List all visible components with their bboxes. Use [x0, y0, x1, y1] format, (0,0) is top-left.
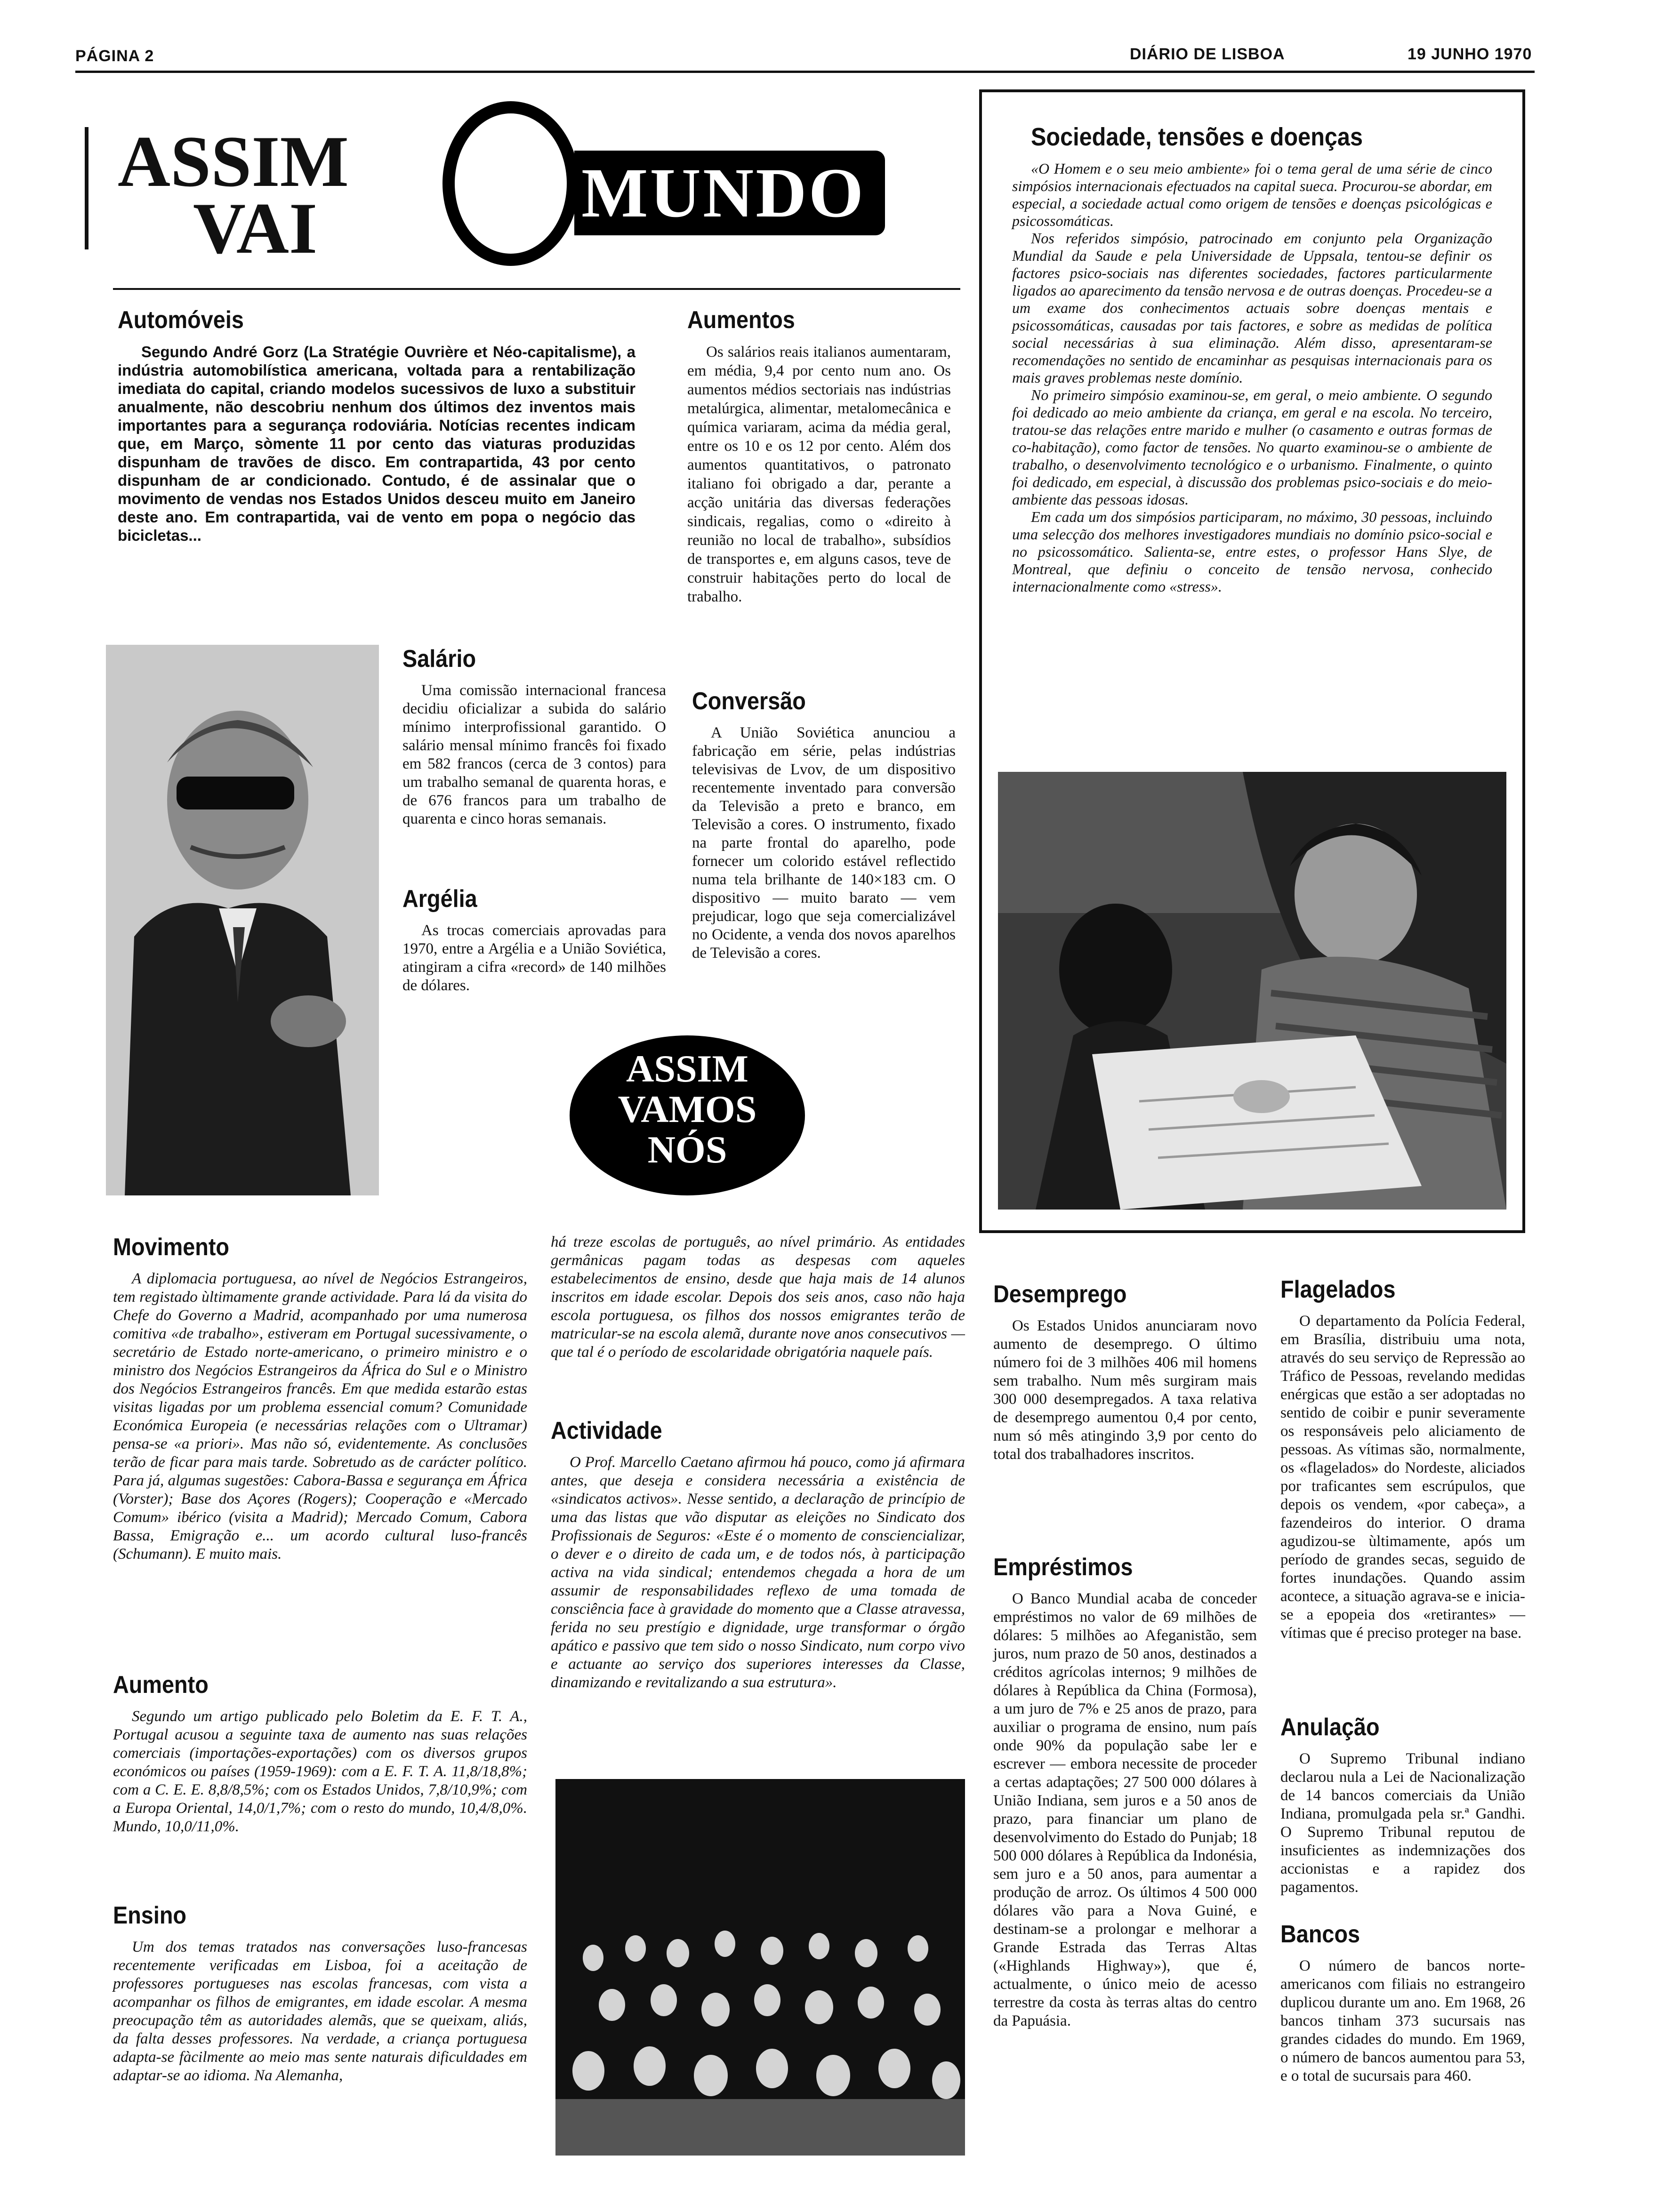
sociedade-p3: No primeiro simpósio examinou-se, em geral, o meio ambiente. O segundo foi dedicado ao meio ambiente da criança, em geral e na escola. No terceiro, tratou-se das relações entre marido e mulher (o casamento e outras formas de co-habitação), como factor de tensões. No quarto examinou-se o ambiente de trabalho, o desenvolvimento tecnológico e o urbanismo. Finalmente, o quinto foi dedicado, em especial, à discussão dos problemas psico-sociais e do meio-ambiente das pessoas idosas.	[1012, 386, 1492, 508]
badge-line1: ASSIM	[626, 1047, 748, 1090]
article-ensino	[113, 1901, 527, 2085]
article-argelia	[402, 885, 666, 995]
body-conversao: A União Soviética anunciou a fabricação em série, pelas indústrias televisivas de Lvov, de um dispositivo recentemente inventado para conversão da Televisão a preto e branco, em Televisão a cores. O instrumento, fixado na parte frontal do aparelho, pode fornecer um colorido estável reflectido numa tela brilhante de 140×183 cm. O dispositivo — muito barato — vem prejudicar, logo que seja comercializável no Ocidente, a venda dos novos aparelhos de Televisão a cores.	[692, 724, 956, 962]
article-automoveis	[118, 306, 635, 545]
headline-actividade: Actividade	[551, 1417, 662, 1444]
study-illustration	[998, 772, 1506, 1210]
body-bancos: O número de bancos norte-americanos com filiais no estrangeiro duplicou durante um ano. Em 1968, 26 bancos tinham 373 sucursais nas grandes cidades do mundo. Em 1969, o número de bancos aumentou para 53, e o total de sucursais para 460.	[1280, 1957, 1525, 2084]
sociedade-p2: Nos referidos simpósio, patrocinado em conjunto pela Organização Mundial da Saude e pela Universidade de Uppsala, tentou-se definir os factores psico-sociais nas diferentes sociedades, factores particularmente ligados ao aparecimento da tensão nervosa e de outras doenças. Procedeu-se a um exame dos conhecimentos actuais sobre doenças mentais e psicossomáticas, causadas por tais factores, e sobre as medidas de política social necessárias à sua eliminação. Além disso, apresentaram-se recomendações no sentido de encaminhar as pesquisas internacionais para os mais graves problemas neste domínio.	[1012, 230, 1492, 386]
banner-assim: ASSIM	[118, 121, 349, 202]
newspaper-name: DIÁRIO DE LISBOA	[1130, 45, 1285, 63]
headline-ensino: Ensino	[113, 1902, 187, 1929]
section-banner	[75, 89, 970, 297]
article-aumentos	[687, 306, 951, 606]
page-number: PÁGINA 2	[75, 47, 154, 65]
headline-movimento: Movimento	[113, 1234, 230, 1261]
article-aumento	[113, 1671, 527, 1836]
badge-line2: VAMOS	[618, 1088, 757, 1130]
body-automoveis: Segundo André Gorz (La Stratégie Ouvrière et Néo-capitalisme), a indústria automobilística americana, voltada para a rentabilização imediata do capital, criando modelos sucessivos de luxo a substituir anualmente, não descobriu nenhum dos últimos dez inventos mais importantes para a segurança rodoviária. Notícias recentes indicam que, em Março, sòmente 11 por cento das viaturas produzidas dispunham de travões de disco. Em contrapartida, 43 por cento dispunham de ar condicionado. Contudo, é de assinalar que o movimento de vendas nos Estados Unidos desceu muito em Janeiro deste ano. Em contrapartida, vai de vento em popa o negócio das bicicletas...	[118, 343, 635, 544]
portrait-photo	[106, 645, 379, 1195]
headline-aumentos: Aumentos	[687, 306, 795, 334]
portrait-illustration	[106, 645, 379, 1195]
banner-vai: VAI	[193, 188, 318, 269]
body-emprestimos: O Banco Mundial acaba de conceder empréstimos no valor de 69 milhões de dólares: 5 milhões ao Afeganistão, sem juros, num prazo de 50 anos, destinados a créditos agrícolas internos; 9 milhões de dólares à República da China (Formosa), a um juro de 7% e 25 anos de prazo, para auxiliar o programa de ensino, num país onde 90% da população sabe ler e escrever — embora necessite de proceder a certas adaptações; 27 500 000 dólares à União Indiana, sem juros e a 50 anos de prazo, para financiar um plano de desenvolvimento do Estado do Punjab; 18 500 000 dólares à República da Indonésia, sem juro e a 50 anos, para aumentar a produção de arroz. Os últimos 4 500 000 dólares vão para a Nova Guiné, e destinam-se a prolongar e melhorar a Grande Estrada das Terras Altas («Highlands Highway»), que é, actualmente, o único meio de acesso terrestre da costa às terras altas do centro da Papuásia.	[993, 1590, 1257, 2029]
headline-conversao: Conversão	[692, 688, 806, 715]
headline-aumento: Aumento	[113, 1671, 209, 1699]
article-movimento	[113, 1233, 527, 1563]
banner-mundo: MUNDO	[581, 154, 866, 232]
article-flagelados	[1280, 1275, 1525, 1643]
headline-desemprego: Desemprego	[993, 1281, 1127, 1308]
masthead-rule	[75, 71, 1535, 73]
section-badge	[570, 1035, 805, 1195]
article-conversao	[692, 687, 956, 962]
body-ensino: Um dos temas tratados nas conversações luso-francesas recentemente verificadas em Lisboa, foi a aceitação de professores portugueses nas escolas francesas, com vista a acompanhar os filhos de emigrantes, em idade escolar. A mesma preocupação têm as autoridades alemãs, que se queixam, aliás, da falta desses professores. Na verdade, a criança portuguesa adapta-se fàcilmente ao meio mas sente naturais dificuldades em adaptar-se ao idioma. Na Alemanha,	[113, 1939, 527, 2084]
crowd-illustration	[555, 1779, 965, 2156]
body-aumento: Segundo um artigo publicado pelo Boletim da E. F. T. A., Portugal acusou a seguinte taxa de aumento nas suas relações comerciais (importações-exportações) com os diversos grupos económicos ou países (1959-1969): com a E. F. T. A. 11,8/18,8%; com a C. E. E. 8,8/8,5%; com os Estados Unidos, 7,8/10,9%; com a Europa Oriental, 14,0/1,7%; com o resto do mundo, 10,4/8,0%. Mundo, 10,0/11,0%.	[113, 1708, 527, 1835]
body-aumentos: Os salários reais italianos aumentaram, em média, 9,4 por cento num ano. Os aumentos médios sectoriais nas indústrias metalúrgica, alimentar, metalomecânica e química variaram, acima da média geral, entre os 10 e os 12 por cento. Além dos aumentos quantitativos, o patronato italiano foi obrigado a dar, perante a acção unitária das diversas federações sindicais, regalias, como o «direito à reunião no local de trabalho», subsídios de transportes e, em alguns casos, teve de construir habitações perto do local de trabalho.	[687, 344, 951, 605]
body-movimento: A diplomacia portuguesa, ao nível de Negócios Estrangeiros, tem registado ùltimamente grande actividade. Para lá da visita do Chefe do Governo a Madrid, acompanhado por uma numerosa comitiva «de trabalho», estiveram em Portugal sucessivamente, o secretário de Estado norte-americano, o primeiro ministro e o ministro dos Negócios Estrangeiros da África do Sul e o Ministro dos Negócios Estrangeiros francês. Em que medida estarão estas visitas ligadas por um problema essencial comum? Comunidade Económica Europeia (e necessárias relações com o Ultramar) pensa-se «a priori». Mas não só, evidentemente. As conclusões terão de ficar para mais tarde. Sobretudo as de carácter político. Para já, algumas sugestões: Cabora-Bassa e segurança em África (Vorster); Base dos Açores (Rogers); Cooperação e «Mercado Comum» ibérico (visita a Madrid); Mercado Comum, Cabora Bassa, Emigração e... um acordo cultural luso-francês (Schumann). E muito mais.	[113, 1270, 527, 1563]
headline-flagelados: Flagelados	[1280, 1276, 1396, 1303]
headline-anulacao: Anulação	[1280, 1714, 1380, 1741]
body-flagelados: O departamento da Polícia Federal, em Brasília, distribuiu uma nota, através do seu serviço de Repressão ao Tráfico de Pessoas, revelando medidas enérgicas que estão a ser adoptadas no sentido de coibir e punir severamente os responsáveis pelo aliciamento de pessoas. As vítimas são, normalmente, os «flagelados» do Nordeste, aliciados por traficantes sem escrúpulos, que depois os vendem, «por cabeça», a fazendeiros do interior. O drama agudizou-se ùltimamente, após um período de grandes secas, seguido de fortes inundações. Quando assim acontece, a situação agrava-se e inicia-se a epopeia dos «retirantes» — vítimas que é preciso proteger na base.	[1280, 1313, 1525, 1642]
body-desemprego: Os Estados Unidos anunciaram novo aumento de desemprego. O último número foi de 3 milhões 406 mil homens sem trabalho. Num mês surgiram mais 300 000 desempregados. A taxa relativa de desemprego aumentou 0,4 por cento, num só mês atingindo 3,9 por cento do total dos trabalhadores inscritos.	[993, 1317, 1257, 1463]
banner-left-mark	[85, 127, 88, 249]
issue-date: 19 JUNHO 1970	[1408, 45, 1532, 63]
headline-automoveis: Automóveis	[118, 306, 244, 334]
sociedade-p1: «O Homem e o seu meio ambiente» foi o tema geral de uma série de cinco simpósios internacionais efectuados na capital sueca. Procurou-se abordar, em especial, a sociedade actual como origem de tensões e doenças psicológicas e psicossomáticas.	[1012, 160, 1492, 229]
banner-rule	[113, 288, 960, 290]
headline-salario: Salário	[402, 645, 476, 673]
article-emprestimos	[993, 1553, 1257, 2030]
crowd-photo	[555, 1779, 965, 2156]
headline-sociedade: Sociedade, tensões e doenças	[1031, 123, 1363, 151]
article-anulacao	[1280, 1713, 1525, 1897]
body-actividade: O Prof. Marcello Caetano afirmou há pouco, como já afirmara antes, que deseja e considera necessária a existência de «sindicatos activos». Nesse sentido, a declaração de princípio de uma das listas que vão disputar as eleições no Sindicato dos Profissionais de Seguros: «Este é o momento de consciencializar, o dever e o direito de cada um, e de todos nós, à participação activa na vida sindical; entendemos chegada a hora de um assumir de responsabilidades reflexo de uma tomada de consciência face à gravidade do momento que a Classe atravessa, ferida no seu prestígio e dignidade, urge transformar o órgão apático e passivo que tem sido o nosso Sindicato, num corpo vivo e actuante ao serviço dos superiores interesses da Classe, dinamizando e revitalizando a sua estrutura».	[551, 1454, 965, 1691]
article-ensino-continued	[551, 1233, 965, 1362]
banner-o-ring	[442, 101, 579, 266]
body-ensino-continued: há treze escolas de português, ao nível primário. As entidades germânicas pagam todas as despesas com aqueles estabelecimentos de ensino, desde que haja mais de 14 alunos inscritos em idade escolar. Depois dos seis anos, caso não haja escola portuguesa, os filhos dos nossos emigrantes terão de matricular-se na escola alemã, durante nove anos consecutivos — que tal é o período de escolaridade obrigatória naquele país.	[551, 1234, 965, 1361]
sociedade-p4: Em cada um dos simpósios participaram, no máximo, 30 pessoas, incluindo uma selecção dos melhores investigadores mundiais no domínio psico-social e no psicossomático. Salienta-se, entre estes, o professor Hans Slye, de Montreal, que definiu o conceito de tensão nervosa, conhecido internacionalmente como «stress».	[1012, 508, 1492, 595]
headline-bancos: Bancos	[1280, 1921, 1360, 1948]
badge-line3: NÓS	[647, 1128, 727, 1171]
article-actividade	[551, 1417, 965, 1692]
headline-emprestimos: Empréstimos	[993, 1554, 1133, 1581]
article-salario	[402, 645, 666, 828]
body-salario: Uma comissão internacional francesa decidiu oficializar a subida do salário mínimo interprofissional garantido. O salário mensal mínimo francês foi fixado em 582 francos (cerca de 3 contos) para um trabalho semanal de quarenta horas, e de 676 francos para um trabalho de quarenta e cinco horas semanais.	[402, 682, 666, 827]
article-desemprego	[993, 1280, 1257, 1464]
study-photo	[998, 772, 1506, 1210]
body-argelia: As trocas comerciais aprovadas para 1970, entre a Argélia e a União Soviética, atingiram a cifra «record» de 140 milhões de dólares.	[402, 922, 666, 994]
article-sociedade	[1012, 122, 1492, 595]
headline-argelia: Argélia	[402, 885, 477, 913]
article-bancos	[1280, 1920, 1525, 2085]
body-anulacao: O Supremo Tribunal indiano declarou nula a Lei de Nacionalização de 14 bancos comerciais da União Indiana, promulgada pela sr.ª Gandhi. O Supremo Tribunal reputou de insuficientes as indemnizações dos accionistas e a rapidez dos pagamentos.	[1280, 1750, 1525, 1896]
